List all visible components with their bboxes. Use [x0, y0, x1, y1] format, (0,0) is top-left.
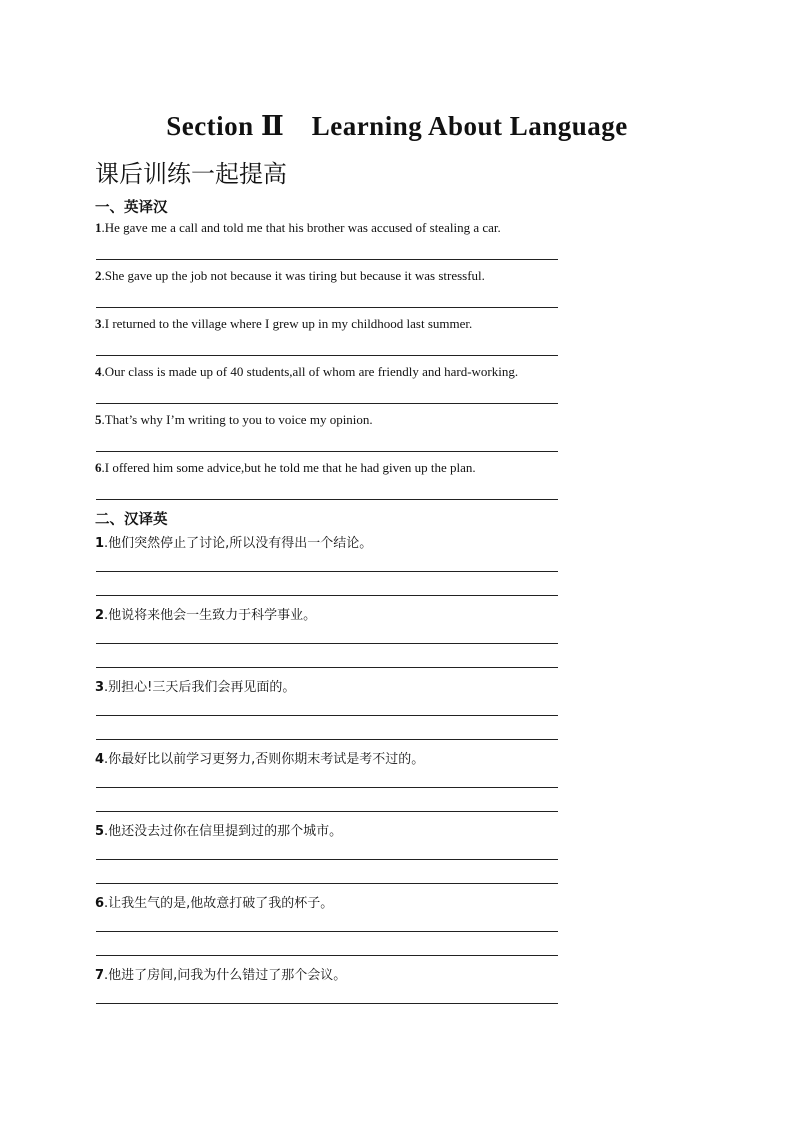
question-text: .That’s why I’m writing to you to voice my opinion.	[101, 412, 373, 427]
question-number: 4	[95, 752, 105, 767]
answer-line[interactable]	[96, 931, 558, 932]
question-text: .让我生气的是,他故意打破了我的杯子。	[104, 896, 334, 911]
answer-line[interactable]	[96, 811, 558, 812]
question-number: 5	[95, 824, 105, 839]
question-text: .I offered him some advice,but he told me that he had given up the plan.	[101, 460, 476, 475]
section-heading-cn-to-en: 二、汉译英	[95, 512, 168, 528]
answer-line[interactable]	[96, 307, 558, 308]
answer-line[interactable]	[96, 715, 558, 716]
answer-line[interactable]	[96, 787, 558, 788]
answer-line[interactable]	[96, 955, 558, 956]
question-text: .你最好比以前学习更努力,否则你期末考试是考不过的。	[104, 752, 425, 767]
question-en-3	[95, 316, 565, 332]
section-heading-en-to-cn: 一、英译汉	[95, 200, 168, 216]
question-cn-1	[95, 532, 565, 551]
question-en-1	[95, 220, 565, 236]
question-number: 1	[95, 220, 102, 235]
question-en-5	[95, 412, 565, 428]
question-number: 6	[95, 896, 105, 911]
question-text: .他进了房间,问我为什么错过了那个会议。	[104, 968, 347, 983]
question-number: 3	[95, 316, 102, 331]
question-number: 3	[95, 680, 105, 695]
question-en-2	[95, 268, 565, 284]
answer-line[interactable]	[96, 595, 558, 596]
question-number: 2	[95, 608, 105, 623]
answer-line[interactable]	[96, 643, 558, 644]
question-text: .他们突然停止了讨论,所以没有得出一个结论。	[104, 536, 373, 551]
answer-line[interactable]	[96, 403, 558, 404]
answer-line[interactable]	[96, 259, 558, 260]
answer-line[interactable]	[96, 859, 558, 860]
question-text: .He gave me a call and told me that his brother was accused of stealing a car.	[101, 220, 501, 235]
answer-line[interactable]	[96, 571, 558, 572]
question-cn-7	[95, 964, 565, 983]
question-text: .别担心!三天后我们会再见面的。	[104, 680, 296, 695]
question-en-6	[95, 460, 565, 476]
question-cn-3	[95, 676, 565, 695]
answer-line[interactable]	[96, 667, 558, 668]
question-text: .他说将来他会一生致力于科学事业。	[104, 608, 317, 623]
question-number: 7	[95, 968, 105, 983]
question-cn-4	[95, 748, 565, 767]
question-text: .She gave up the job not because it was tiring but because it was stressful.	[101, 268, 485, 283]
question-number: 4	[95, 364, 102, 379]
question-cn-5	[95, 820, 565, 839]
answer-line[interactable]	[96, 883, 558, 884]
question-en-4	[95, 364, 565, 380]
page-subtitle: 课后训练一起提高	[95, 160, 287, 188]
question-number: 6	[95, 460, 102, 475]
answer-line[interactable]	[96, 355, 558, 356]
question-number: 2	[95, 268, 102, 283]
question-number: 1	[95, 536, 105, 551]
question-text: .Our class is made up of 40 students,all of whom are friendly and hard-working.	[101, 364, 519, 379]
question-text: .他还没去过你在信里提到过的那个城市。	[104, 824, 343, 839]
question-cn-2	[95, 604, 565, 623]
answer-line[interactable]	[96, 499, 558, 500]
page-title: Section Ⅱ Learning About Language	[166, 111, 628, 141]
question-number: 5	[95, 412, 102, 427]
answer-line[interactable]	[96, 451, 558, 452]
answer-line[interactable]	[96, 739, 558, 740]
answer-line[interactable]	[96, 1003, 558, 1004]
question-cn-6	[95, 892, 565, 911]
question-text: .I returned to the village where I grew up in my childhood last summer.	[101, 316, 473, 331]
